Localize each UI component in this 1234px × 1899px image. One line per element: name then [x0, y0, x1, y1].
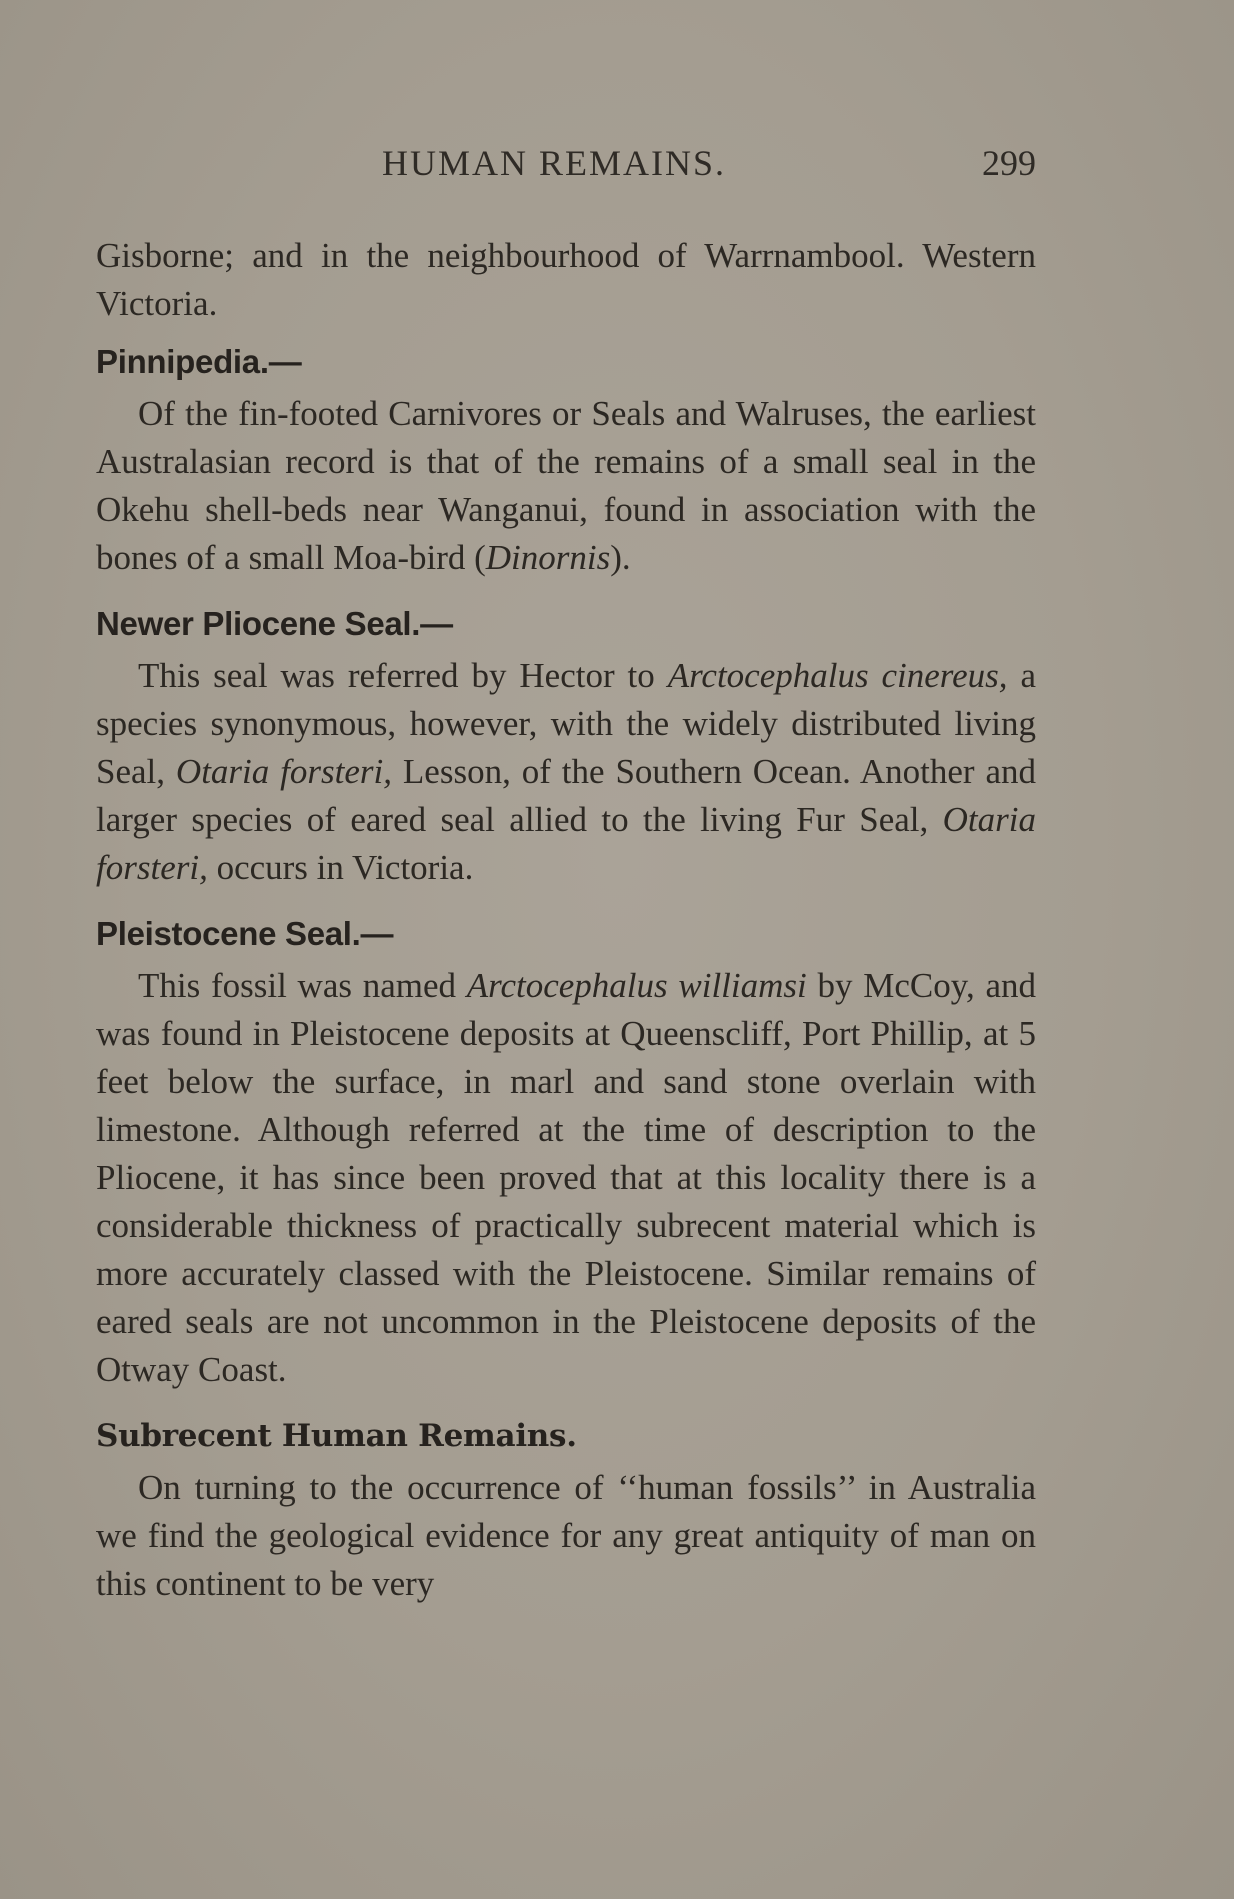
page-body — [96, 232, 1036, 1608]
running-title: HUMAN REMAINS. — [382, 143, 727, 183]
pinnipedia-text-end: ). — [610, 538, 631, 577]
heading-newer-pliocene-seal: Newer Pliocene Seal.— — [96, 605, 453, 642]
pinnipedia-text: Of the fin-footed Carnivores or Seals and Walruses, the earliest Australasian record is that of the remains of a small seal in the Okehu shell-beds near Wanganui, found in association with the bones of a small Moa-bird ( — [96, 394, 1036, 577]
species-arctocephalus-williamsi: Arctocephalus williamsi — [466, 966, 807, 1005]
page-header — [96, 142, 1036, 192]
heading-pinnipedia: Pinnipedia.— — [96, 343, 302, 380]
species-otaria-forsteri-2: Otaria forsteri, — [96, 800, 1036, 887]
heading-pleistocene-seal: Pleistocene Seal.— — [96, 915, 394, 952]
paragraph-subrecent-human-remains: On turning to the occurrence of ‘‘human fossils’’ in Australia we find the geological evidence for any great antiquity of man on this continent to be very — [96, 1468, 1036, 1603]
newer-pliocene-text-3: Lesson, of the Southern Ocean. Another and larger species of eared seal allied to the living Fur Seal, — [96, 752, 1036, 839]
paragraph-newer-pliocene-seal — [96, 652, 1036, 892]
species-arctocephalus-cinereus: Arctocephalus cinereus, — [667, 656, 1008, 695]
page-number: 299 — [982, 143, 1036, 183]
paragraph-pleistocene-seal — [96, 962, 1036, 1394]
paragraph-pinnipedia — [96, 390, 1036, 582]
heading-subrecent-human-remains: Subrecent Human Remains. — [96, 1418, 577, 1454]
newer-pliocene-text-4: occurs in Victoria. — [207, 848, 474, 887]
pleistocene-text-1: This fossil was named — [138, 966, 467, 1005]
newer-pliocene-text-2: a species synonymous, however, with the widely distributed living Seal, — [96, 656, 1036, 791]
intro-paragraph: Gisborne; and in the neighbourhood of Warrnambool. Western Victoria. — [96, 236, 1036, 323]
newer-pliocene-text-1: This seal was referred by Hector to — [138, 656, 668, 695]
pleistocene-text-2: by McCoy, and was found in Pleistocene deposits at Queenscliff, Port Phillip, at 5 feet below the surface, in marl and sand stone overlain with limestone. Although referred at the time of description to the Pliocene, it has since been proved that at this locality there is a considerable thickness of practically subrecent material which is more accurately classed with the Pleistocene. Similar remains of eared seals are not uncommon in the Pleistocene deposits of the Otway Coast. — [96, 966, 1036, 1389]
species-dinornis: Dinornis — [485, 538, 611, 577]
species-otaria-forsteri-1: Otaria forsteri, — [175, 752, 392, 791]
